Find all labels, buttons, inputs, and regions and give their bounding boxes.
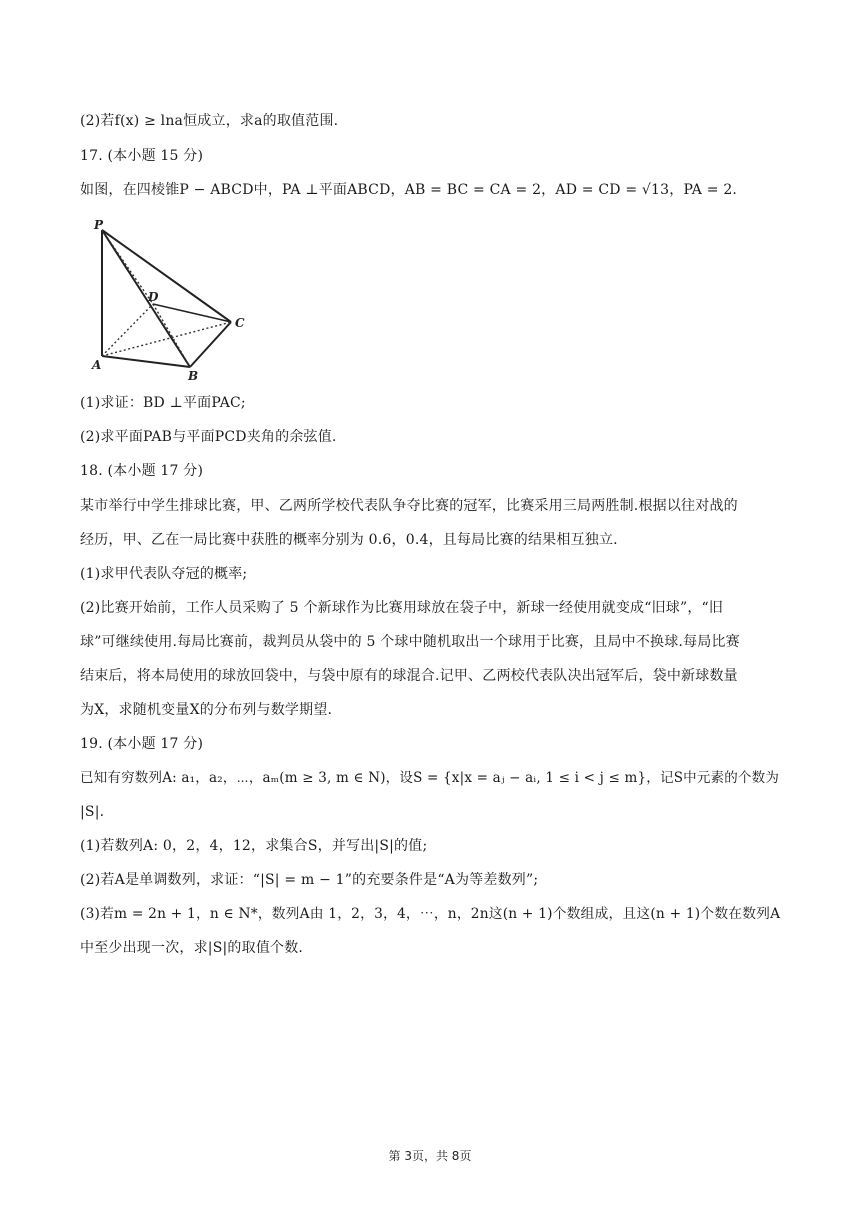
q17-part2: (2)求平面PAB与平面PCD夹角的余弦值.	[80, 429, 337, 445]
q19-part3-line2: 中至少出现一次，求|S|的取值个数.	[80, 940, 304, 956]
pyramid-figure	[84, 207, 254, 385]
q18-part2-line4: 为X，求随机变量X的分布列与数学期望.	[80, 702, 333, 718]
edge-PC	[102, 230, 231, 322]
edge-PB	[102, 230, 190, 367]
q19-statement-line1: 已知有穷数列A: a₁，a₂，⋯，aₘ(m ≥ 3, m ∈ N)，设S = {x|x = aⱼ − aᵢ, 1 ≤ i < j ≤ m}，记S中元素的个数为	[80, 770, 780, 786]
q17-heading: 17. (本小题 15 分)	[80, 148, 204, 164]
q18-part2-line3: 结束后，将本局使用的球放回袋中，与袋中原有的球混合.记甲、乙两校代表队决出冠军后，袋中新球数量	[80, 668, 738, 684]
q17-statement: 如图，在四棱锥P − ABCD中，PA ⊥平面ABCD，AB = BC = CA = 2，AD = CD = √13，PA = 2.	[80, 182, 738, 198]
label-B: B	[188, 369, 199, 383]
q19-part3-line1: (3)若m = 2n + 1，n ∈ N*，数列A由 1，2，3，4，⋯，n，2n这(n + 1)个数组成，且这(n + 1)个数在数列A	[80, 906, 781, 922]
page-footer: 第 3页，共 8页	[388, 1149, 472, 1163]
q18-part2-line2: 球”可继续使用.每局比赛前，裁判员从袋中的 5 个球中随机取出一个球用于比赛，且局中不换球.每局比赛	[80, 634, 740, 650]
edge-AC	[102, 322, 231, 356]
q17-part1: (1)求证：BD ⊥平面PAC;	[80, 395, 246, 411]
q18-part1: (1)求甲代表队夺冠的概率;	[80, 566, 248, 582]
edge-AD	[102, 304, 153, 356]
q19-part2: (2)若A是单调数列，求证：“|S| = m − 1”的充要条件是“A为等差数列”;	[80, 872, 539, 888]
label-P: P	[94, 218, 104, 232]
label-A: A	[92, 358, 102, 372]
q18-part2-line1: (2)比赛开始前，工作人员采购了 5 个新球作为比赛用球放在袋子中，新球一经使用就变成“旧球”，“旧	[80, 600, 724, 616]
q19-statement-line2: |S|.	[80, 804, 105, 820]
q18-heading: 18. (本小题 17 分)	[80, 463, 204, 479]
edge-AB	[102, 356, 190, 367]
q18-statement-line1: 某市举行中学生排球比赛，甲、乙两所学校代表队争夺比赛的冠军，比赛采用三局两胜制.根据以往对战的	[80, 498, 738, 514]
label-C: C	[235, 316, 245, 330]
q18-statement-line2: 经历，甲、乙在一局比赛中获胜的概率分别为 0.6，0.4，且每局比赛的结果相互独立.	[80, 532, 618, 548]
label-D: D	[148, 290, 159, 304]
q19-heading: 19. (本小题 17 分)	[80, 736, 204, 752]
q19-part1: (1)若数列A: 0，2，4，12，求集合S，并写出|S|的值;	[80, 838, 428, 854]
edge-BC	[190, 322, 231, 367]
q16-part2-line: (2)若f(x) ≥ lna恒成立，求a的取值范围.	[80, 113, 339, 129]
